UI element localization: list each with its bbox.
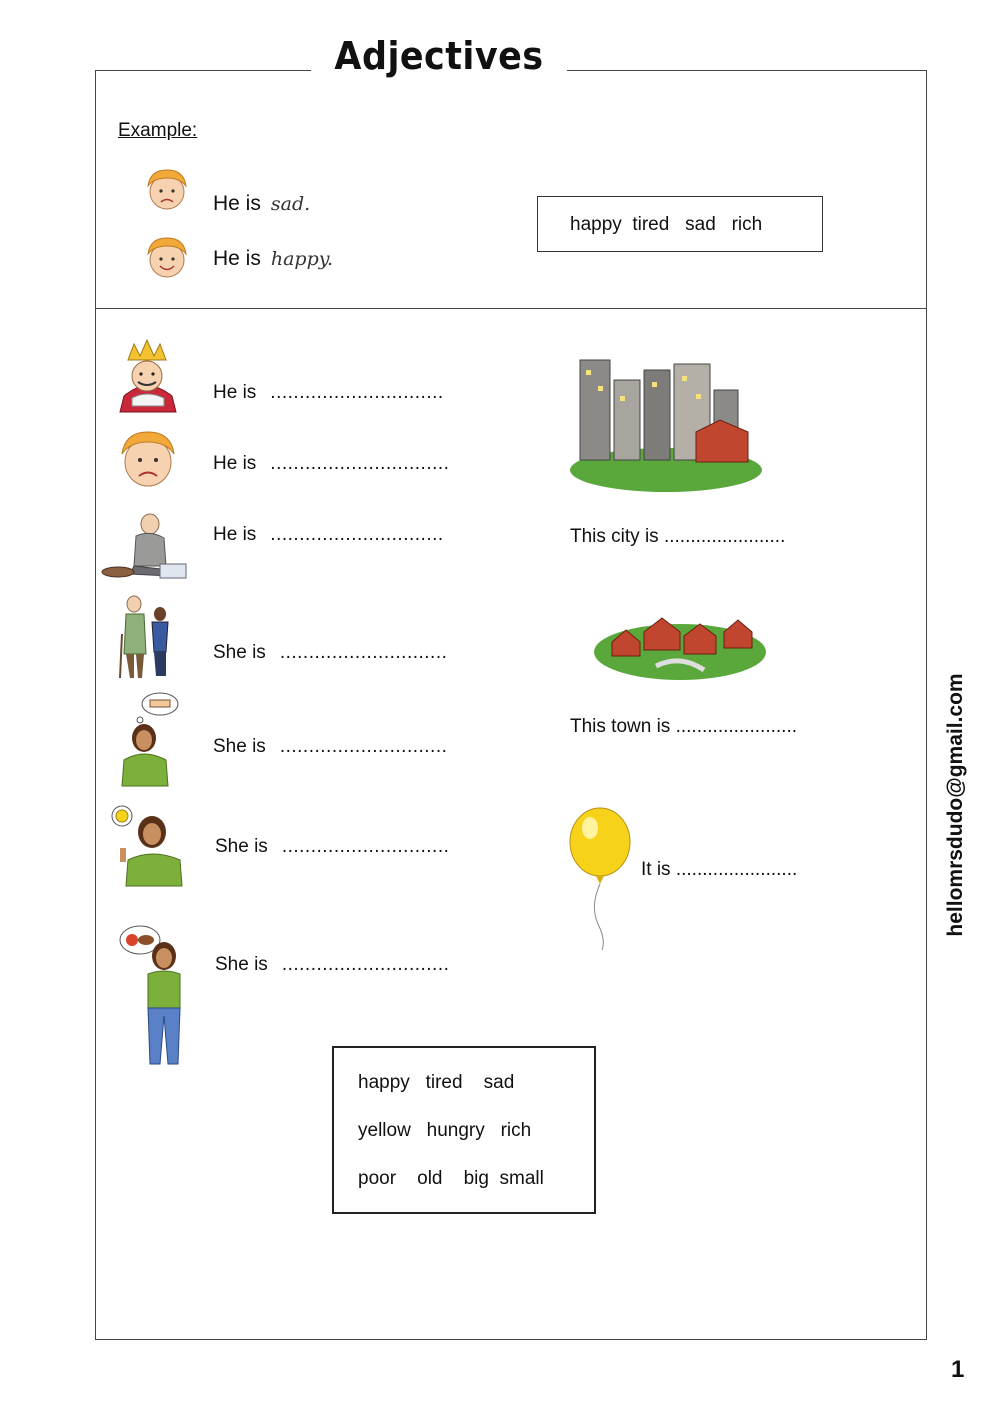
exercise-row-1-prefix: He is (213, 382, 257, 403)
answer-blank-2[interactable]: ............................... (270, 453, 450, 474)
example-row-1 (213, 192, 310, 216)
exercise-row-7 (215, 954, 449, 976)
balloon-icon (568, 806, 634, 952)
example-word-box: happy tired sad rich (537, 196, 823, 252)
exercise-row-2 (213, 453, 449, 475)
example-row-1-prefix: He is (213, 192, 261, 215)
example-label: Example: (118, 120, 198, 141)
example-row-2-answer: happy. (270, 248, 333, 270)
answer-blank-4[interactable]: ............................. (279, 642, 448, 663)
exercise-row-3-prefix: He is (213, 524, 257, 545)
tired-girl-icon (114, 690, 184, 786)
town-sentence: This town is ....................... (570, 716, 797, 737)
happy-boy-icon (140, 234, 194, 280)
page-number: 1 (951, 1356, 965, 1383)
example-divider (95, 308, 927, 309)
author-email: hellomrsdudo@gmail.com (944, 673, 967, 937)
exercise-row-7-prefix: She is (215, 954, 268, 975)
exercise-row-5-prefix: She is (213, 736, 266, 757)
hungry-girl-icon (112, 924, 194, 1070)
word-bank-line-1: happy tired sad (358, 1072, 515, 1093)
exercise-row-4-prefix: She is (213, 642, 266, 663)
word-bank-line-2: yellow hungry rich (358, 1120, 532, 1141)
example-row-2 (213, 247, 333, 271)
sad-boy-icon (112, 428, 184, 490)
king-icon (106, 336, 188, 414)
exercise-row-6 (215, 836, 449, 858)
old-woman-icon (116, 594, 172, 680)
town-icon (592, 592, 768, 684)
answer-blank-7[interactable]: ............................. (281, 954, 450, 975)
city-sentence: This city is ....................... (570, 526, 786, 547)
answer-blank-3[interactable]: .............................. (270, 524, 444, 545)
example-row-2-prefix: He is (213, 247, 261, 270)
exercise-row-1 (213, 382, 444, 404)
word-bank (332, 1046, 596, 1214)
answer-blank-1[interactable]: .............................. (270, 382, 444, 403)
example-row-1-answer: sad. (270, 193, 311, 215)
balloon-sentence: It is ....................... (641, 859, 798, 880)
word-bank-line-3: poor old big small (358, 1168, 544, 1189)
exercise-row-3 (213, 524, 444, 546)
happy-girl-icon (108, 804, 188, 888)
city-icon (568, 350, 764, 496)
exercise-row-4 (213, 642, 447, 664)
exercise-row-2-prefix: He is (213, 453, 257, 474)
answer-blank-6[interactable]: ............................. (281, 836, 450, 857)
poor-man-icon (100, 510, 192, 582)
answer-blank-5[interactable]: ............................. (279, 736, 448, 757)
exercise-row-5 (213, 736, 447, 758)
sad-boy-icon (140, 166, 194, 212)
exercise-row-6-prefix: She is (215, 836, 268, 857)
page-title: Adjectives (311, 34, 567, 78)
